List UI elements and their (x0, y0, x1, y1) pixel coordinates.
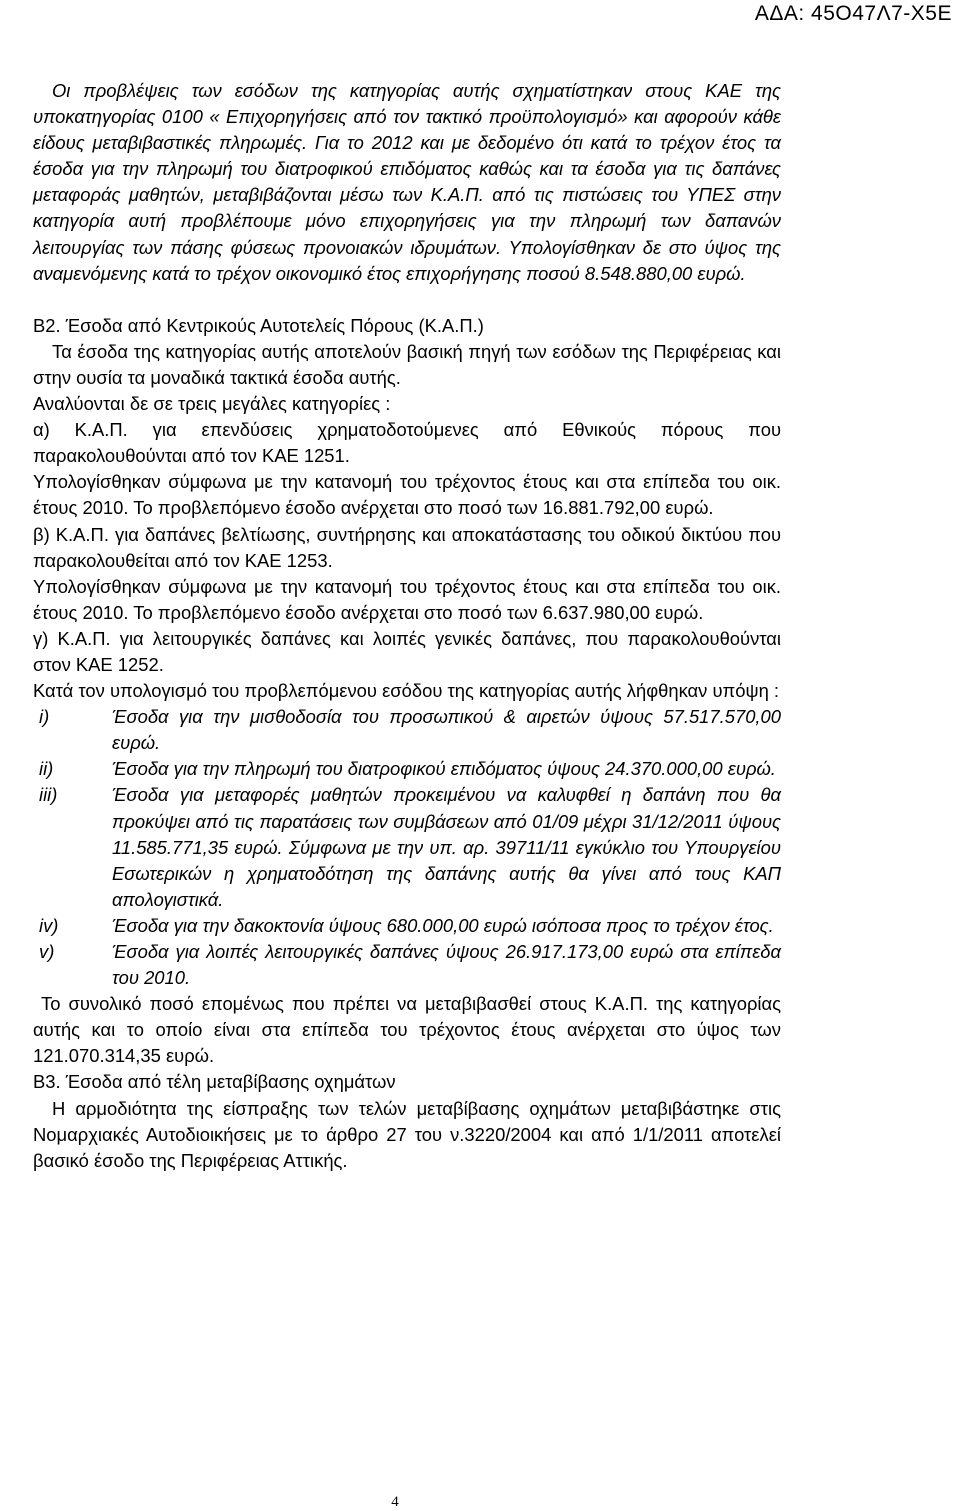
list-item (33, 704, 781, 756)
list-item-text: Έσοδα για την μισθοδοσία του προσωπικού & αιρετών ύψους 57.517.570,00 ευρώ. (112, 706, 781, 754)
intro-text: Οι προβλέψεις των εσόδων της κατηγορίας αυτής σχηματίστηκαν στους ΚΑΕ της υποκατηγορίας 0100 « Επιχορηγήσεις από τον τακτικό προϋπολογισμό» και αφορούν κάθε είδους μεταβιβαστικές πληρωμές. (33, 80, 781, 154)
page-number: 4 (391, 1494, 399, 1510)
section-b2-title: Β2. Έσοδα από Κεντρικούς Αυτοτελείς Πόρους (Κ.Α.Π.) (33, 314, 484, 336)
b2-intro: Τα έσοδα της κατηγορίας αυτής αποτελούν βασική πηγή των εσόδων της Περιφέρειας και στην ουσία τα μοναδικά τακτικά έσοδα αυτής. (33, 340, 781, 388)
b2-item-a-calc: Υπολογίσθηκαν σύμφωνα με την κατανομή του τρέχοντος έτους και στα επίπεδα του οικ. έτους 2010. Το προβλεπόμενο έσοδο ανέρχεται στο ποσό των 16.881.792,00 ευρώ. (33, 471, 781, 519)
ada-code: ΑΔΑ: 45Ο47Λ7-Χ5Ε (754, 2, 952, 25)
section-b3-title: Β3. Έσοδα από τέλη μεταβίβασης οχημάτων (33, 1071, 396, 1093)
list-item-number: ii) (39, 758, 54, 780)
total-paragraph: Το συνολικό ποσό επομένως που πρέπει να μεταβιβασθεί στους Κ.Α.Π. της κατηγορίας αυτής και το οποίο είναι στα επίπεδα του τρέχοντος έτους ανέρχεται στο ύψος των 121.070.314,35 ευρώ. (33, 993, 781, 1067)
b2-item-b-calc: Υπολογίσθηκαν σύμφωνα με την κατανομή του τρέχοντος έτους και στα επίπεδα του οικ. έτους 2010. Το προβλεπόμενο έσοδο ανέρχεται στο ποσό των 6.637.980,00 ευρώ. (33, 575, 781, 623)
b3-paragraph: Η αρμοδιότητα της είσπραξης των τελών μεταβίβασης οχημάτων μεταβιβάστηκε στις Νομαρχιακές Αυτοδιοικήσεις με το άρθρο 27 του ν.3220/2004 και από 1/1/2011 αποτελεί βασικό έσοδο της Περιφέρειας Αττικής. (33, 1097, 781, 1171)
list-item (33, 913, 781, 939)
b2-item-a: α) Κ.Α.Π. για επενδύσεις χρηματοδοτούμενες από Εθνικούς πόρους που παρακολουθούνται από τον ΚΑΕ 1251. (33, 419, 781, 467)
list-item-number: v) (39, 941, 55, 962)
b2-split: Αναλύονται δε σε τρεις μεγάλες κατηγορίες : (33, 393, 391, 415)
revenue-list (33, 704, 781, 991)
list-item-number: iii) (39, 784, 58, 806)
document-body (33, 78, 781, 1174)
list-item-text: Έσοδα για την πληρωμή του διατροφικού επιδόματος ύψους 24.370.000,00 ευρώ. (112, 758, 776, 780)
list-item-number: iv) (39, 914, 59, 936)
list-item-text: Έσοδα για μεταφορές μαθητών προκειμένου να καλυφθεί η δαπάνη που θα προκύψει από τις παρατάσεις των συμβάσεων από 01/09 μέχρι 31/12/2011 ύψους 11.585.771,35 ευρώ. Σύμφωνα με την υπ. αρ. 39711/11 εγκύκλιο του Υπουργείου Εσωτερικών η χρηματοδότηση της δαπάνης αυτής θα γίνει από τους ΚΑΠ απολογιστικά. (112, 784, 781, 910)
intro-text-continued: Για το 2012 και με δεδομένο ότι κατά το τρέχον έτος τα έσοδα για την πληρωμή του διατροφικού επιδόματος καθώς και τα έσοδα για τις δαπάνες μεταφοράς μαθητών, μεταβιβάζονται μέσω των Κ.Α.Π. από τις πιστώσεις του ΥΠΕΣ στην κατηγορία αυτή προβλέπουμε μόνο επιχορηγήσεις για την πληρωμή των δαπανών λειτουργίας των πάσης φύσεως προνοιακών ιδρυμάτων. Υπολογίσθηκαν δε στο ύψος της αναμενόμενης κατά το τρέχον οικονομικό έτος επιχορήγησης ποσού 8.548.880,00 ευρώ. (33, 132, 781, 284)
b2-item-c-calc: Κατά τον υπολογισμό του προβλεπόμενου εσόδου της κατηγορίας αυτής λήφθηκαν υπόψη : (33, 680, 780, 702)
paragraph-intro (33, 78, 781, 287)
list-item-text: Έσοδα για λοιπές λειτουργικές δαπάνες ύψους 26.917.173,00 ευρώ στα επίπεδα του 2010. (112, 941, 781, 989)
b2-item-b: β) Κ.Α.Π. για δαπάνες βελτίωσης, συντήρησης και αποκατάστασης του οδικού δικτύου που παρακολουθείται από τον ΚΑΕ 1253. (33, 523, 781, 571)
list-item-number: i) (39, 706, 50, 728)
list-item (33, 756, 781, 782)
list-item-text: Έσοδα για την δακοκτονία ύψους 680.000,00 ευρώ ισόποσα προς το τρέχον έτος. (112, 914, 774, 936)
b2-item-c: γ) Κ.Α.Π. για λειτουργικές δαπάνες και λοιπές γενικές δαπάνες, που παρακολουθούνται στον ΚΑΕ 1252. (33, 627, 781, 675)
list-item (33, 782, 781, 912)
list-item (33, 939, 781, 991)
